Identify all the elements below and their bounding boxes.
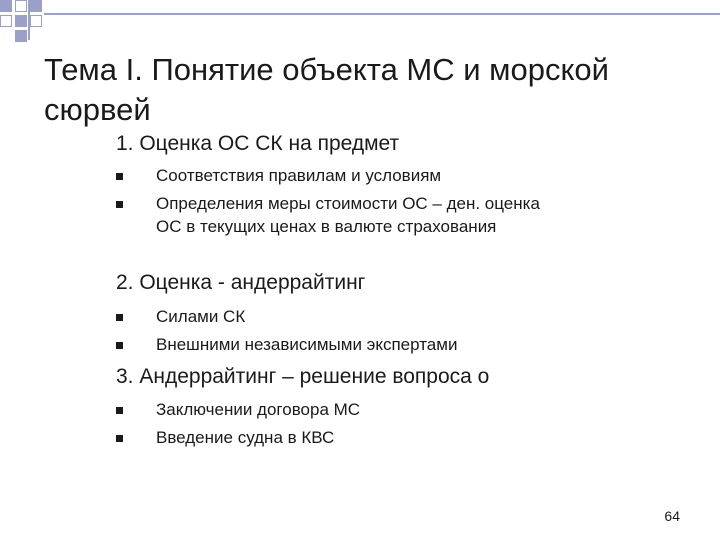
- decor-horizontal-line: [44, 13, 720, 15]
- decor-square: [15, 0, 27, 12]
- decor-square: [0, 15, 12, 27]
- section-heading: 2. Оценка - андеррайтинг: [116, 271, 366, 294]
- bullet-icon: [116, 314, 123, 321]
- decor-square: [30, 0, 42, 12]
- bullet-icon: [116, 173, 123, 180]
- decor-square: [30, 15, 42, 27]
- bullet-icon: [116, 201, 123, 208]
- list-item: Определения меры стоимости ОС – ден. оценка ОС в текущих ценах в валюте страхования: [156, 194, 540, 236]
- bullet-icon: [116, 407, 123, 414]
- decor-square: [0, 0, 12, 12]
- decor-square: [15, 30, 27, 42]
- decor-square: [15, 15, 27, 27]
- decor-vertical-line: [28, 0, 30, 40]
- list-item: Соответствия правилам и условиям: [156, 166, 442, 185]
- bullet-icon: [116, 342, 123, 349]
- slide-title: Тема I. Понятие объекта МС и морской сюрвей: [44, 52, 609, 127]
- list-item: Внешними независимыми экспертами: [156, 335, 458, 354]
- section-heading: 3. Андеррайтинг – решение вопроса о: [116, 365, 490, 388]
- list-item: Введение судна в КВС: [156, 428, 335, 447]
- section-heading: 1. Оценка ОС СК на предмет: [116, 132, 400, 155]
- bullet-icon: [116, 435, 123, 442]
- page-number: 64: [664, 508, 680, 524]
- list-item: Заключении договора МС: [156, 400, 361, 419]
- list-item: Силами СК: [156, 307, 246, 326]
- decorative-header: [0, 0, 720, 40]
